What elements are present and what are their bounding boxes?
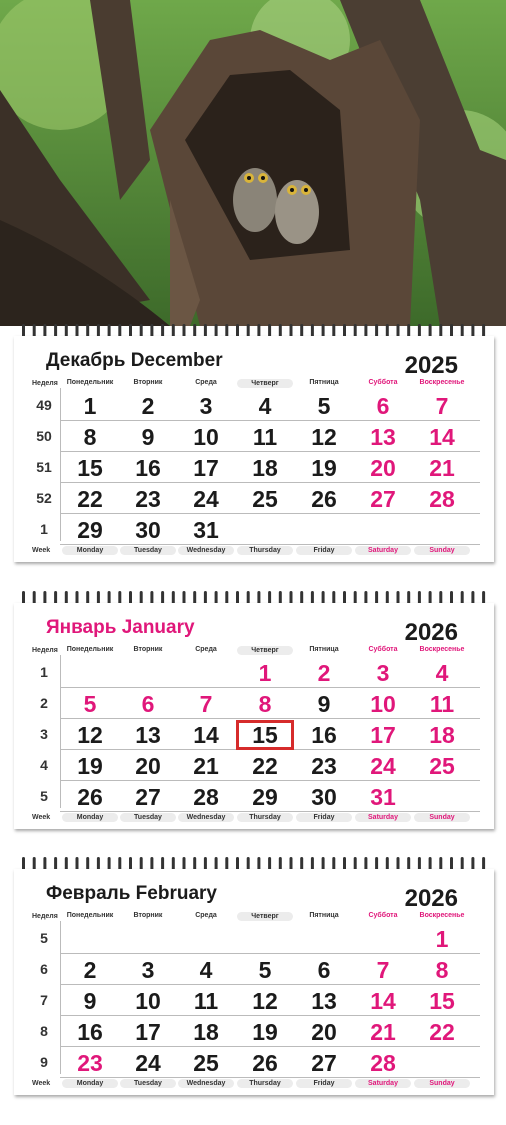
- day-cell[interactable]: 21: [370, 1019, 396, 1045]
- day-cell[interactable]: 20: [135, 753, 161, 779]
- day-cell[interactable]: 22: [429, 1019, 455, 1045]
- day-cell[interactable]: 1: [258, 660, 272, 686]
- day-cell[interactable]: 12: [252, 988, 278, 1014]
- day-header: Суббота: [368, 912, 398, 919]
- day-header: Понедельник: [66, 379, 114, 386]
- day-header: Четверг: [237, 646, 293, 655]
- day-footer: Tuesday: [120, 546, 176, 555]
- day-cell[interactable]: 29: [77, 517, 103, 543]
- day-cell[interactable]: 28: [370, 1050, 396, 1076]
- day-cell[interactable]: 2: [83, 957, 97, 983]
- day-cell[interactable]: 31: [193, 517, 219, 543]
- owls-photo: [0, 0, 506, 326]
- day-cell[interactable]: 20: [311, 1019, 337, 1045]
- day-header: Среда: [195, 912, 217, 919]
- day-footer: Saturday: [355, 546, 411, 555]
- day-header: Вторник: [133, 379, 163, 386]
- day-header: Воскресенье: [419, 379, 465, 386]
- week-number: 2: [40, 695, 48, 711]
- day-cell[interactable]: 23: [135, 486, 161, 512]
- day-cell[interactable]: 25: [193, 1050, 219, 1076]
- week-number: 1: [40, 664, 48, 680]
- week-number: 4: [40, 757, 48, 773]
- week-footer: Week: [32, 547, 51, 554]
- day-cell[interactable]: 14: [193, 722, 219, 748]
- day-cell[interactable]: 5: [83, 691, 97, 717]
- month-block: [14, 603, 494, 829]
- week-footer: Week: [32, 1080, 51, 1087]
- grid-vline: [60, 388, 61, 541]
- day-cell[interactable]: 8: [435, 957, 449, 983]
- day-cell[interactable]: 10: [370, 691, 396, 717]
- day-footer: Tuesday: [120, 813, 176, 822]
- year-label: 2026: [404, 885, 458, 912]
- grid-vline: [60, 655, 61, 808]
- day-cell[interactable]: 1: [435, 926, 449, 952]
- day-cell[interactable]: 20: [370, 455, 396, 481]
- day-footer: Thursday: [237, 1079, 293, 1088]
- day-footer: Friday: [296, 813, 352, 822]
- month-block: [14, 336, 494, 562]
- day-cell[interactable]: 1: [83, 393, 97, 419]
- day-cell[interactable]: 9: [83, 988, 97, 1014]
- day-cell[interactable]: 9: [317, 691, 331, 717]
- day-cell[interactable]: 31: [370, 784, 396, 810]
- day-footer: Wednesday: [178, 546, 234, 555]
- day-cell[interactable]: 14: [370, 988, 396, 1014]
- week-number: 7: [40, 992, 48, 1008]
- day-header: Понедельник: [66, 646, 114, 653]
- day-cell[interactable]: 15: [236, 720, 294, 750]
- week-number: 1: [40, 521, 48, 537]
- day-cell[interactable]: 23: [311, 753, 337, 779]
- week-number: 3: [40, 726, 48, 742]
- day-cell[interactable]: 15: [77, 455, 103, 481]
- month-title: Январь January: [46, 617, 195, 638]
- day-cell[interactable]: 7: [435, 393, 449, 419]
- month-title: Февраль February: [46, 883, 217, 904]
- day-cell[interactable]: 4: [258, 393, 272, 419]
- day-cell[interactable]: 10: [135, 988, 161, 1014]
- week-number: 49: [36, 397, 52, 413]
- week-footer: Week: [32, 814, 51, 821]
- day-cell[interactable]: 3: [199, 393, 213, 419]
- day-footer: Wednesday: [178, 1079, 234, 1088]
- day-cell[interactable]: 11: [429, 691, 455, 717]
- day-cell[interactable]: 13: [370, 424, 396, 450]
- week-number: 52: [36, 490, 52, 506]
- day-cell[interactable]: 5: [258, 957, 272, 983]
- day-footer: Tuesday: [120, 1079, 176, 1088]
- day-footer: Sunday: [414, 1079, 470, 1088]
- day-cell[interactable]: 25: [252, 486, 278, 512]
- day-cell[interactable]: 9: [141, 424, 155, 450]
- day-cell[interactable]: 19: [311, 455, 337, 481]
- week-header: Неделя: [32, 913, 58, 920]
- day-header: Суббота: [368, 379, 398, 386]
- day-cell[interactable]: 23: [77, 1050, 103, 1076]
- day-cell[interactable]: 10: [193, 424, 219, 450]
- day-cell[interactable]: 26: [77, 784, 103, 810]
- day-cell[interactable]: 3: [141, 957, 155, 983]
- day-cell[interactable]: 11: [252, 424, 278, 450]
- day-footer: Monday: [62, 1079, 118, 1088]
- day-cell[interactable]: 12: [77, 722, 103, 748]
- day-cell[interactable]: 7: [199, 691, 213, 717]
- day-cell[interactable]: 6: [376, 393, 390, 419]
- day-cell[interactable]: 24: [135, 1050, 161, 1076]
- day-cell[interactable]: 16: [311, 722, 337, 748]
- day-cell[interactable]: 22: [252, 753, 278, 779]
- day-cell[interactable]: 27: [370, 486, 396, 512]
- day-footer: Wednesday: [178, 813, 234, 822]
- day-header: Пятница: [309, 646, 339, 653]
- day-cell[interactable]: 19: [252, 1019, 278, 1045]
- day-cell[interactable]: 6: [141, 691, 155, 717]
- day-header: Пятница: [309, 912, 339, 919]
- day-cell[interactable]: 7: [376, 957, 390, 983]
- day-cell[interactable]: 8: [258, 691, 272, 717]
- week-number: 6: [40, 961, 48, 977]
- day-cell[interactable]: 21: [193, 753, 219, 779]
- day-header: Понедельник: [66, 912, 114, 919]
- day-cell[interactable]: 16: [77, 1019, 103, 1045]
- day-cell[interactable]: 18: [429, 722, 455, 748]
- day-header: Среда: [195, 646, 217, 653]
- day-cell[interactable]: 24: [370, 753, 396, 779]
- day-cell[interactable]: 17: [370, 722, 396, 748]
- day-header: Среда: [195, 379, 217, 386]
- day-cell[interactable]: 18: [252, 455, 278, 481]
- week-number: 5: [40, 788, 48, 804]
- day-header: Вторник: [133, 912, 163, 919]
- day-header: Воскресенье: [419, 646, 465, 653]
- day-footer: Saturday: [355, 813, 411, 822]
- day-cell[interactable]: 8: [83, 424, 97, 450]
- day-cell[interactable]: 19: [77, 753, 103, 779]
- day-footer: Thursday: [237, 813, 293, 822]
- day-header: Вторник: [133, 646, 163, 653]
- day-cell[interactable]: 11: [193, 988, 219, 1014]
- week-number: 8: [40, 1023, 48, 1039]
- day-cell[interactable]: 18: [193, 1019, 219, 1045]
- day-cell[interactable]: 17: [193, 455, 219, 481]
- day-cell[interactable]: 4: [199, 957, 213, 983]
- day-cell[interactable]: 26: [252, 1050, 278, 1076]
- year-label: 2025: [404, 352, 458, 379]
- day-cell[interactable]: 4: [435, 660, 449, 686]
- week-number: 5: [40, 930, 48, 946]
- week-number: 9: [40, 1054, 48, 1070]
- day-footer: Saturday: [355, 1079, 411, 1088]
- week-number: 50: [36, 428, 52, 444]
- day-cell[interactable]: 27: [311, 1050, 337, 1076]
- day-footer: Monday: [62, 813, 118, 822]
- day-cell[interactable]: 13: [311, 988, 337, 1014]
- day-footer: Thursday: [237, 546, 293, 555]
- month-title: Декабрь December: [46, 350, 223, 371]
- week-header: Неделя: [32, 647, 58, 654]
- day-cell[interactable]: 17: [135, 1019, 161, 1045]
- day-header: Четверг: [237, 912, 293, 921]
- day-header: Воскресенье: [419, 912, 465, 919]
- day-footer: Sunday: [414, 813, 470, 822]
- day-cell[interactable]: 21: [429, 455, 455, 481]
- day-footer: Friday: [296, 546, 352, 555]
- day-cell[interactable]: 28: [193, 784, 219, 810]
- day-cell[interactable]: 15: [429, 988, 455, 1014]
- week-header: Неделя: [32, 380, 58, 387]
- day-header: Четверг: [237, 379, 293, 388]
- day-cell[interactable]: 30: [311, 784, 337, 810]
- day-footer: Friday: [296, 1079, 352, 1088]
- day-cell[interactable]: 27: [135, 784, 161, 810]
- day-cell[interactable]: 30: [135, 517, 161, 543]
- day-cell[interactable]: 28: [429, 486, 455, 512]
- day-cell[interactable]: 2: [141, 393, 155, 419]
- year-label: 2026: [404, 619, 458, 646]
- day-footer: Monday: [62, 546, 118, 555]
- day-cell[interactable]: 22: [77, 486, 103, 512]
- week-number: 51: [36, 459, 52, 475]
- month-block: [14, 869, 494, 1095]
- day-cell[interactable]: 13: [135, 722, 161, 748]
- day-cell[interactable]: 6: [317, 957, 331, 983]
- day-header: Пятница: [309, 379, 339, 386]
- day-cell[interactable]: 5: [317, 393, 331, 419]
- day-cell[interactable]: 25: [429, 753, 455, 779]
- day-cell[interactable]: 24: [193, 486, 219, 512]
- day-footer: Sunday: [414, 546, 470, 555]
- grid-vline: [60, 921, 61, 1074]
- day-cell[interactable]: 12: [311, 424, 337, 450]
- day-cell[interactable]: 2: [317, 660, 331, 686]
- day-cell[interactable]: 26: [311, 486, 337, 512]
- day-cell[interactable]: 14: [429, 424, 455, 450]
- day-header: Суббота: [368, 646, 398, 653]
- day-cell[interactable]: 16: [135, 455, 161, 481]
- day-cell[interactable]: 29: [252, 784, 278, 810]
- day-cell[interactable]: 3: [376, 660, 390, 686]
